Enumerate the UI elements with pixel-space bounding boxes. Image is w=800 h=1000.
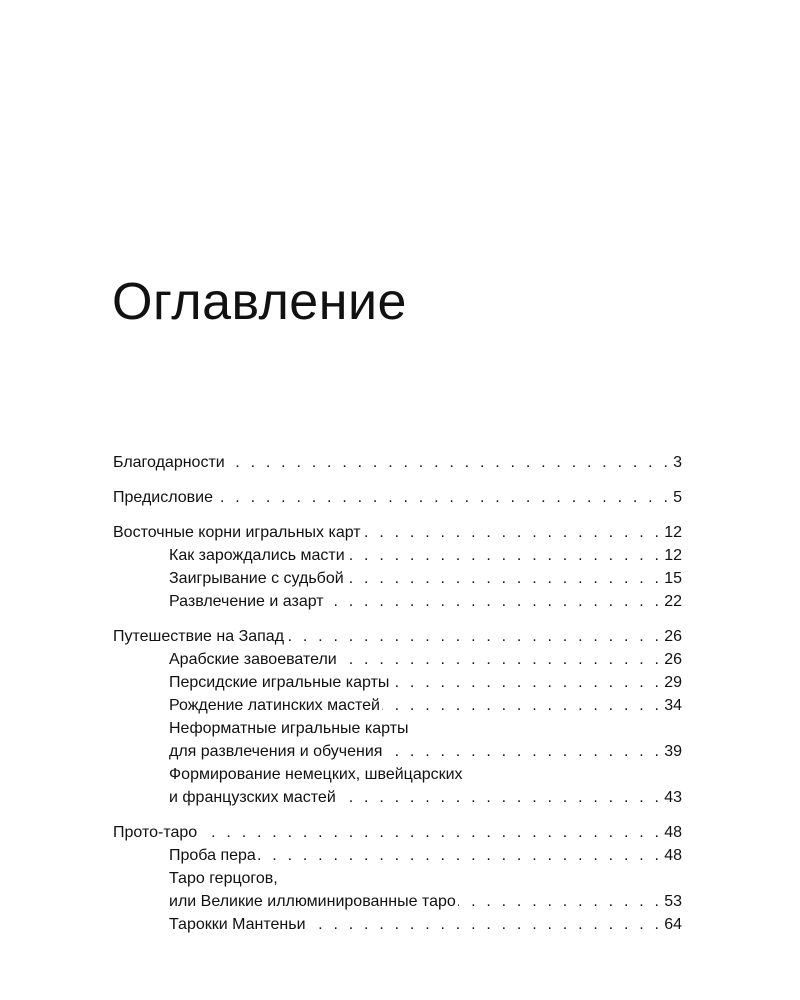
toc-entry-title: Тарокки Мантеньи [169, 916, 306, 933]
toc-entry-title: Восточные корни игральных карт [113, 524, 361, 541]
toc-leader-dots [347, 544, 663, 567]
toc-entry-title: Неформатные игральные карты [169, 720, 409, 737]
toc-subentry-arab-conquerors[interactable] [113, 648, 682, 671]
toc-leader-dots [199, 821, 662, 844]
toc-subentry-entertainment[interactable] [113, 590, 682, 613]
toc-leader-dots [346, 567, 663, 590]
toc-subentry-suits-origin[interactable] [113, 544, 682, 567]
toc-page-number: 15 [664, 570, 682, 587]
toc-page-number: 26 [664, 628, 682, 645]
toc-leader-dots [384, 740, 662, 763]
toc-leader-dots [382, 694, 662, 717]
toc-page-number: 29 [664, 674, 682, 691]
toc-entry-acknowledgements[interactable] [113, 451, 682, 474]
toc-leader-dots [258, 844, 662, 867]
toc-leader-dots [391, 671, 662, 694]
toc-page-number: 48 [664, 824, 682, 841]
toc-leader-dots [458, 890, 662, 913]
toc-page-number: 3 [673, 454, 682, 471]
toc-page-number: 26 [664, 651, 682, 668]
toc-entry-title: Рождение латинских мастей [169, 697, 380, 714]
toc-leader-dots [215, 486, 671, 509]
toc-entry-title: Прото-таро [113, 824, 198, 841]
toc-subentry-first-attempt[interactable] [113, 844, 682, 867]
toc-subentry-dukes-tarot-line1[interactable] [113, 867, 682, 890]
toc-leader-dots [338, 786, 662, 809]
toc-entry-title: Формирование немецких, швейцарских [169, 766, 463, 783]
toc-entry-title: Благодарности [113, 454, 225, 471]
toc-entry-title: Таро герцогов, [169, 870, 278, 887]
toc-page-number: 12 [664, 524, 682, 541]
toc-subentry-latin-suits[interactable] [113, 694, 682, 717]
toc-entry-title: Заигрывание с судьбой [169, 570, 344, 587]
toc-subentry-nonstandard-cards-line2[interactable] [113, 740, 682, 763]
toc-entry-title: Персидские игральные карты [169, 674, 390, 691]
toc-subentry-suit-formation-line2[interactable] [113, 786, 682, 809]
toc-page-number: 53 [664, 893, 682, 910]
table-of-contents [113, 451, 682, 936]
toc-page-number: 48 [664, 847, 682, 864]
toc-leader-dots [326, 590, 663, 613]
toc-leader-dots [286, 625, 662, 648]
toc-entry-proto-tarot[interactable] [113, 821, 682, 844]
toc-entry-preface[interactable] [113, 486, 682, 509]
toc-entry-title: Путешествие на Запад [113, 628, 285, 645]
toc-leader-dots [308, 913, 663, 936]
toc-page-number: 64 [664, 916, 682, 933]
toc-entry-title: для развлечения и обучения [169, 743, 383, 760]
toc-page-number: 22 [664, 593, 682, 610]
toc-page-number: 12 [664, 547, 682, 564]
toc-leader-dots [227, 451, 671, 474]
toc-leader-dots [339, 648, 662, 671]
toc-page-number: 34 [664, 697, 682, 714]
toc-entry-title: или Великие иллюминированные таро [169, 893, 456, 910]
toc-subentry-nonstandard-cards-line1[interactable] [113, 717, 682, 740]
toc-entry-eastern-roots[interactable] [113, 521, 682, 544]
page-title: Оглавление [112, 273, 407, 331]
toc-page-number: 39 [664, 743, 682, 760]
toc-page-number: 43 [664, 789, 682, 806]
toc-entry-title: Как зарождались масти [169, 547, 345, 564]
toc-entry-title: Предисловие [113, 489, 213, 506]
toc-subentry-persian-cards[interactable] [113, 671, 682, 694]
toc-entry-title: и французских мастей [169, 789, 336, 806]
toc-leader-dots [363, 521, 663, 544]
toc-entry-journey-west[interactable] [113, 625, 682, 648]
toc-subentry-dukes-tarot-line2[interactable] [113, 890, 682, 913]
toc-entry-title: Арабские завоеватели [169, 651, 337, 668]
toc-entry-title: Развлечение и азарт [169, 593, 324, 610]
toc-subentry-flirting-fate[interactable] [113, 567, 682, 590]
toc-entry-title: Проба пера [169, 847, 256, 864]
toc-page-number: 5 [673, 489, 682, 506]
toc-subentry-suit-formation-line1[interactable] [113, 763, 682, 786]
toc-subentry-mantegna-tarocchi[interactable] [113, 913, 682, 936]
